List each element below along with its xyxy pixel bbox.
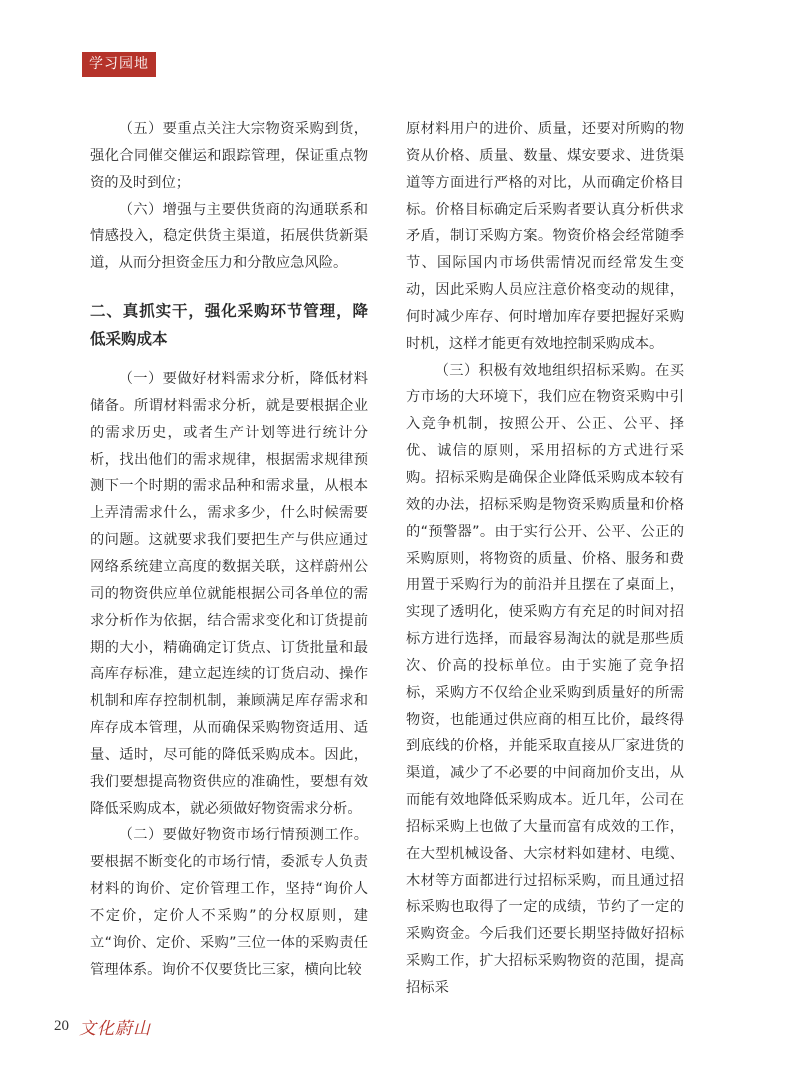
section-heading-2: 二、真抓实干，强化采购环节管理，降低采购成本 [90,302,368,349]
page-number: 20 [54,1017,69,1034]
left-column [90,116,368,983]
paragraph-continuation: 原材料用户的进价、质量，还要对所购的物资从价格、质量、数量、煤安要求、进货渠道等方面进行严格的对比，从而确定价格目标。价格目标确定后采购者要认真分析供求矛盾，制订采购方案。物资价格会经常随季节、国际国内市场供需情况而经常发生变动，因此采购人员应注意价格变动的规律，何时减少库存、何时增加库存要把握好采购时机，这样才能更有效地控制采购成本。 [406,121,684,352]
right-column [406,116,684,1002]
magazine-logo: 文化蔚山 [79,1018,151,1039]
paragraph-subsection-1: （一）要做好材料需求分析，降低材料储备。所谓材料需求分析，就是要根据企业的需求历史，或者生产计划等进行统计分析，找出他们的需求规律，根据需求规律预测下一个时期的需求品种和需求量，从根本上弄清需求什么，需求多少，什么时候需要的问题。这就要求我们要把生产与供应通过网络系统建立高度的数据关联，这样蔚州公司的物资供应单位就能根据公司各单位的需求分析作为依据，结合需求变化和订货提前期的大小，精确确定订货点、订货批量和最高库存标准，建立起连续的订货启动、操作机制和库存控制机制，兼顾满足库存需求和库存成本管理，从而确保采购物资适用、适量、适时，尽可能的降低采购成本。因此，我们要想提高物资供应的准确性，要想有效降低采购成本，就必须做好物资需求分析。 [90,371,368,817]
paragraph-subsection-2: （二）要做好物资市场行情预测工作。要根据不断变化的市场行情，委派专人负责材料的询价、定价管理工作，坚持“询价人不定价，定价人不采购”的分权原则，建立“询价、定价、采购”三位一体的采购责任管理体系。询价不仅要货比三家，横向比较 [90,827,368,978]
paragraph-item-5: （五）要重点关注大宗物资采购到货，强化合同催交催运和跟踪管理，保证重点物资的及时到位； [90,121,368,191]
page-footer [54,1014,151,1038]
paragraph-subsection-3: （三）积极有效地组织招标采购。在买方市场的大环境下，我们应在物资采购中引入竞争机制，按照公开、公正、公平、择优、诚信的原则，采用招标的方式进行采购。招标采购是确保企业降低采购成本较有效的办法，招标采购是物资采购质量和价格的“预警器”。由于实行公开、公平、公正的采购原则，将物资的质量、价格、服务和费用置于采购行为的前沿并且摆在了桌面上，实现了透明化，使采购方有充足的时间对招标方进行选择，而最容易淘汰的就是那些质次、价高的投标单位。由于实施了竞争招标，采购方不仅给企业采购到质量好的所需物资，也能通过供应商的相互比价，最终得到底线的价格，并能采取直接从厂家进货的渠道，减少了不必要的中间商加价支出，从而能有效地降低采购成本。近几年，公司在招标采购上也做了大量而富有成效的工作，在大型机械设备、大宗材料如建材、电缆、木材等方面都进行过招标采购，而且通过招标采购也取得了一定的成绩，节约了一定的采购资金。今后我们还要长期坚持做好招标采购工作，扩大招标采购物资的范围，提高招标采 [406,362,684,996]
section-tag: 学习园地 [82,52,156,77]
paragraph-item-6: （六）增强与主要供货商的沟通联系和情感投入，稳定供货主渠道，拓展供货新渠道，从而分担资金压力和分散应急风险。 [90,201,368,272]
